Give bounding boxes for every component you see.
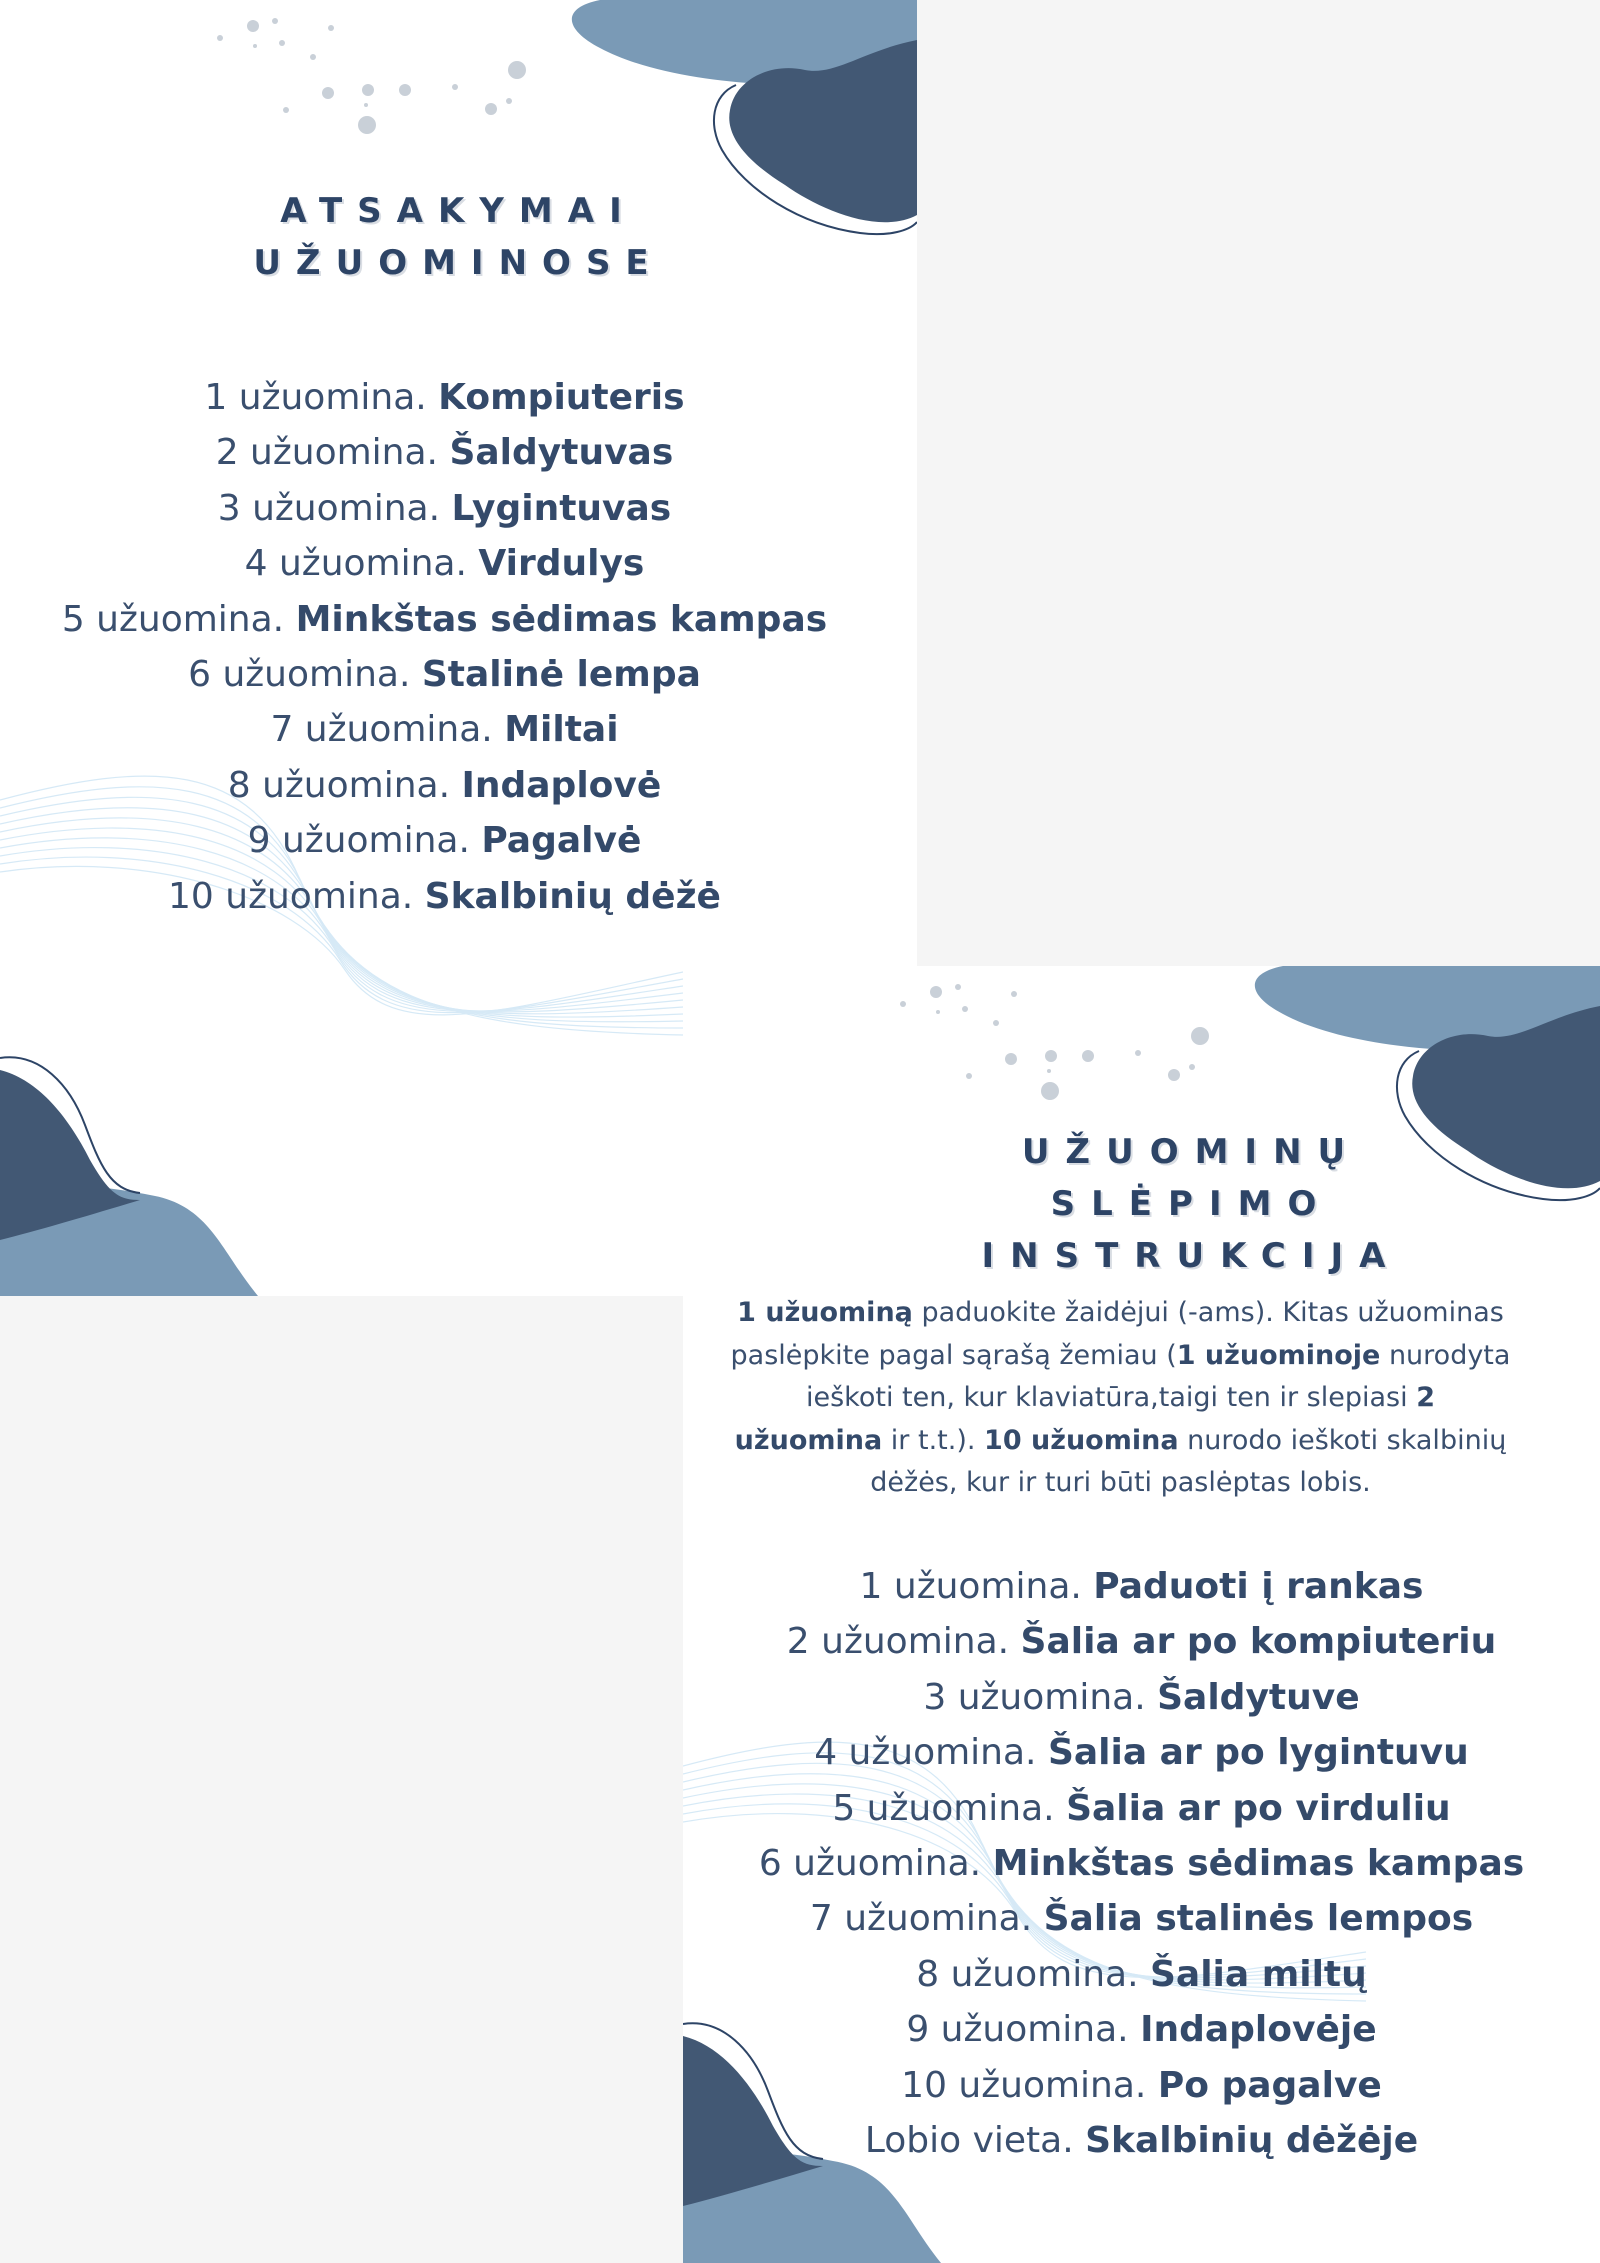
instructions-title-line: INSTRUKCIJA <box>981 1236 1402 1276</box>
answer-label: 8 užuomina. <box>227 764 451 806</box>
answers-title-line: UŽUOMINOSE <box>253 243 664 283</box>
answer-item <box>0 370 889 425</box>
answer-item <box>0 647 889 702</box>
answers-title-line: ATSAKYMAI <box>280 191 637 231</box>
answer-item <box>0 536 889 591</box>
hiding-place: Šaldytuve <box>1157 1676 1360 1718</box>
hiding-label: 8 užuomina. <box>916 1953 1139 1995</box>
answer-value: Stalinė lempa <box>421 653 701 695</box>
answer-label: 9 užuomina. <box>247 820 470 862</box>
hiding-label: 7 užuomina. <box>809 1898 1033 1940</box>
hiding-place: Minkštas sėdimas kampas <box>992 1842 1525 1884</box>
para-text: ir t.t.). <box>882 1424 985 1456</box>
answer-value: Miltai <box>504 709 619 751</box>
hiding-item <box>683 1947 1600 2002</box>
hiding-label: 6 užuomina. <box>758 1842 982 1884</box>
hiding-label: 1 užuomina. <box>859 1566 1082 1607</box>
para-bold: 1 užuominą <box>737 1297 913 1328</box>
answer-value: Skalbinių dėžė <box>424 875 721 917</box>
dots-cluster <box>217 18 526 134</box>
answer-label: 7 užuomina. <box>270 709 493 751</box>
hiding-place: Paduoti į rankas <box>1093 1566 1424 1607</box>
answer-item <box>0 425 889 480</box>
hiding-label: 2 užuomina. <box>786 1621 1010 1663</box>
para-bold: 2 užuomina <box>734 1382 1435 1456</box>
answer-label: 1 užuomina. <box>204 377 427 418</box>
hiding-place: Šalia ar po kompiuteriu <box>1020 1621 1497 1663</box>
para-bold: 1 užuominoje <box>1176 1339 1381 1371</box>
instructions-title <box>783 1126 1600 1282</box>
answer-value: Kompiuteris <box>438 377 685 418</box>
hiding-place: Po pagalve <box>1157 2064 1382 2106</box>
answer-label: 6 užuomina. <box>188 653 411 695</box>
hiding-place: Skalbinių dėžėje <box>1085 2119 1419 2161</box>
answer-value: Pagalvė <box>481 820 642 862</box>
hiding-item <box>683 2002 1600 2057</box>
para-text: nurodyta ieškoti ten, kur klaviatūra,taigi ten ir slepiasi <box>806 1339 1511 1413</box>
answer-item <box>0 869 889 924</box>
hiding-place: Šalia ar po lygintuvu <box>1047 1732 1469 1774</box>
hiding-label: 3 užuomina. <box>923 1676 1146 1718</box>
hiding-label: Lobio vieta. <box>864 2119 1074 2161</box>
instructions-card <box>683 966 1600 2263</box>
hiding-item <box>683 1891 1600 1946</box>
hiding-label: 9 užuomina. <box>906 2009 1129 2051</box>
answer-item <box>0 592 889 647</box>
hiding-place: Indaplovėje <box>1140 2009 1377 2051</box>
hiding-item <box>683 1836 1600 1891</box>
answer-value: Šaldytuvas <box>449 432 674 474</box>
hiding-place: Šalia stalinės lempos <box>1043 1898 1474 1940</box>
answer-item <box>0 481 889 536</box>
hiding-item <box>683 1614 1600 1669</box>
hiding-item <box>683 1670 1600 1725</box>
answer-value: Lygintuvas <box>451 487 672 529</box>
hiding-item <box>683 2058 1600 2113</box>
answers-title <box>0 185 917 289</box>
answer-label: 3 užuomina. <box>217 487 441 529</box>
hiding-item <box>683 1559 1600 1614</box>
instructions-title-line: SLĖPIMO <box>1050 1184 1333 1224</box>
answer-item <box>0 702 889 757</box>
hiding-place: Šalia ar po virduliu <box>1066 1787 1451 1829</box>
hiding-label: 4 užuomina. <box>814 1732 1037 1774</box>
hiding-place: Šalia miltų <box>1149 1953 1367 1995</box>
hiding-label: 10 užuomina. <box>901 2064 1147 2106</box>
hiding-item <box>683 1725 1600 1780</box>
answer-value: Virdulys <box>478 543 645 585</box>
answers-list <box>0 370 889 924</box>
dots-cluster <box>900 984 1209 1100</box>
para-text: paduokite žaidėjui (-ams). Kitas užuominas paslėpkite pagal sąrašą žemiau ( <box>730 1297 1504 1371</box>
answer-label: 4 užuomina. <box>244 543 467 585</box>
answer-item <box>0 758 889 813</box>
hiding-item <box>683 1781 1600 1836</box>
hiding-label: 5 užuomina. <box>832 1787 1055 1829</box>
para-text: nurodo ieškoti skalbinių dėžės, kur ir turi būti paslėptas lobis. <box>870 1424 1507 1498</box>
answer-value: Minkštas sėdimas kampas <box>295 598 828 640</box>
answer-value: Indaplovė <box>461 764 662 806</box>
answer-label: 2 užuomina. <box>215 432 438 474</box>
hiding-list <box>683 1559 1600 2168</box>
instructions-paragraph <box>728 1292 1513 1505</box>
para-bold: 10 užuomina <box>984 1424 1179 1456</box>
answer-label: 10 užuomina. <box>168 875 414 917</box>
instructions-title-line: UŽUOMINŲ <box>1021 1132 1362 1172</box>
answer-label: 5 užuomina. <box>61 598 285 640</box>
hiding-item <box>683 2113 1600 2168</box>
answer-item <box>0 813 889 868</box>
